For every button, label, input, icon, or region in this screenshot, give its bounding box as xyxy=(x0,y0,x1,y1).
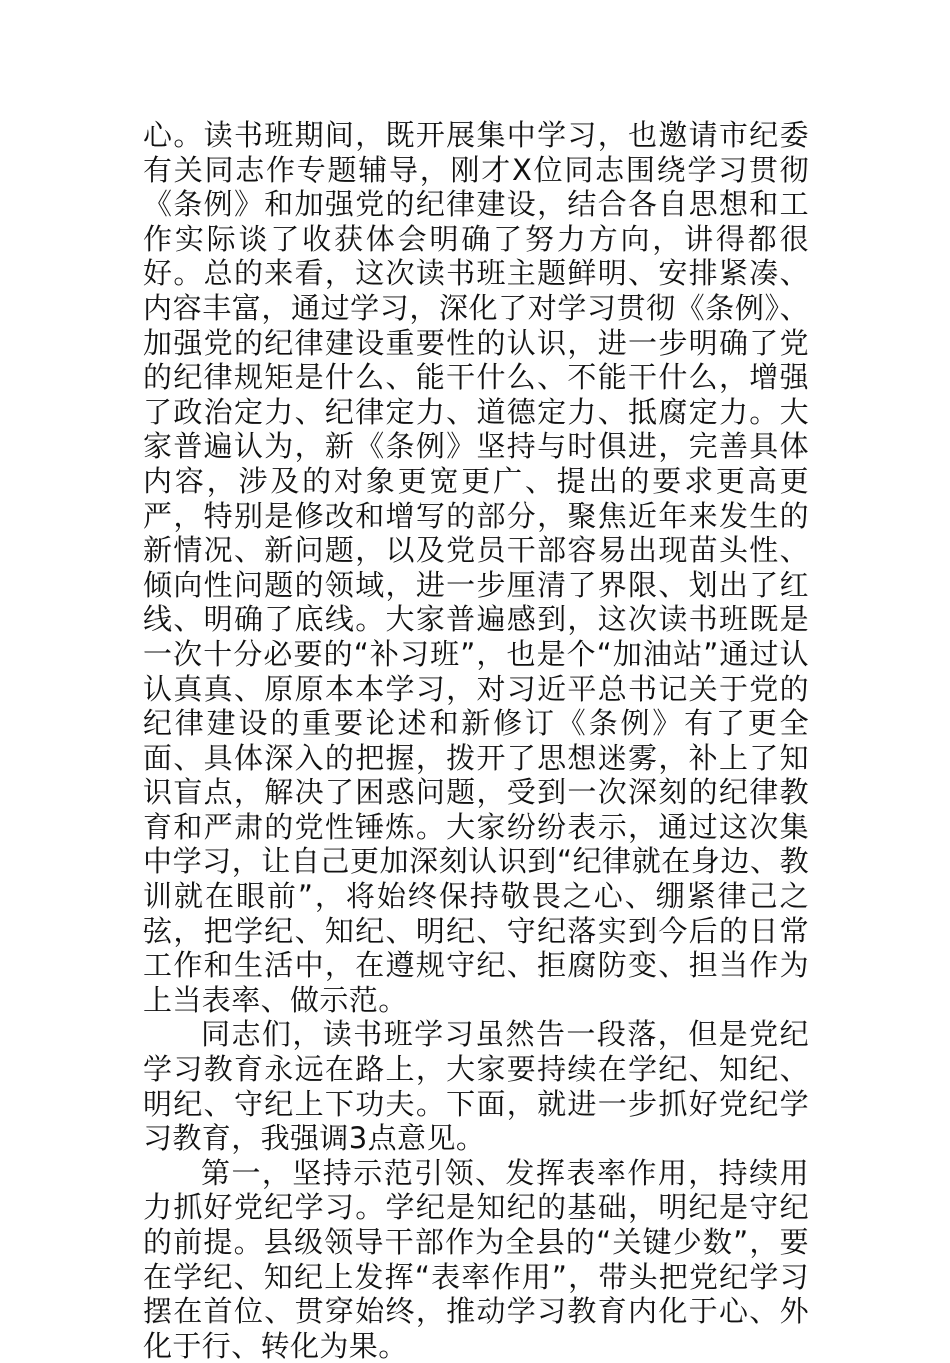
paragraph-1: 心。读书班期间，既开展集中学习，也邀请市纪委有关同志作专题辅导，刚才X位同志围绕学习贯彻《条例》和加强党的纪律建设，结合各自思想和工作实际谈了收获体会明确了努力方向，讲得都很好。总的来看，这次读书班主题鲜明、安排紧凑、内容丰富，通过学习，深化了对学习贯彻《条例》、加强党的纪律建设重要性的认识，进一步明确了党的纪律规矩是什么、能干什么、不能干什么，增强了政治定力、纪律定力、道德定力、抵腐定力。大家普遍认为，新《条例》坚持与时俱进，完善具体内容，涉及的对象更宽更广、提出的要求更高更严，特别是修改和增写的部分，聚焦近年来发生的新情况、新问题，以及党员干部容易出现苗头性、倾向性问题的领域，进一步厘清了界限、划出了红线、明确了底线。大家普遍感到，这次读书班既是一次十分必要的“补习班”，也是个“加油站”通过认认真真、原原本本学习，对习近平总书记关于党的纪律建设的重要论述和新修订《条例》有了更全面、具体深入的把握，拨开了思想迷雾，补上了知识盲点，解决了困惑问题，受到一次深刻的纪律教育和严肃的党性锤炼。大家纷纷表示，通过这次集中学习，让自己更加深刻认识到“纪律就在身边、教训就在眼前”，将始终保持敬畏之心、绷紧律己之弦，把学纪、知纪、明纪、守纪落实到今后的日常工作和生活中，在遵规守纪、拒腐防变、担当作为上当表率、做示范。 xyxy=(143,118,809,1017)
paragraph-3: 第一，坚持示范引领、发挥表率作用，持续用力抓好党纪学习。学纪是知纪的基础，明纪是守纪的前提。县级领导干部作为全县的“关键少数”，要在学纪、知纪上发挥“表率作用”，带头把党纪学习摆在首位、贯穿始终，推动学习教育内化于心、外化于行、转化为果。 xyxy=(143,1155,809,1363)
document-body xyxy=(143,118,809,1363)
paragraph-2: 同志们，读书班学习虽然告一段落，但是党纪学习教育永远在路上，大家要持续在学纪、知纪、明纪、守纪上下功夫。下面，就进一步抓好党纪学习教育，我强调3点意见。 xyxy=(143,1017,809,1156)
